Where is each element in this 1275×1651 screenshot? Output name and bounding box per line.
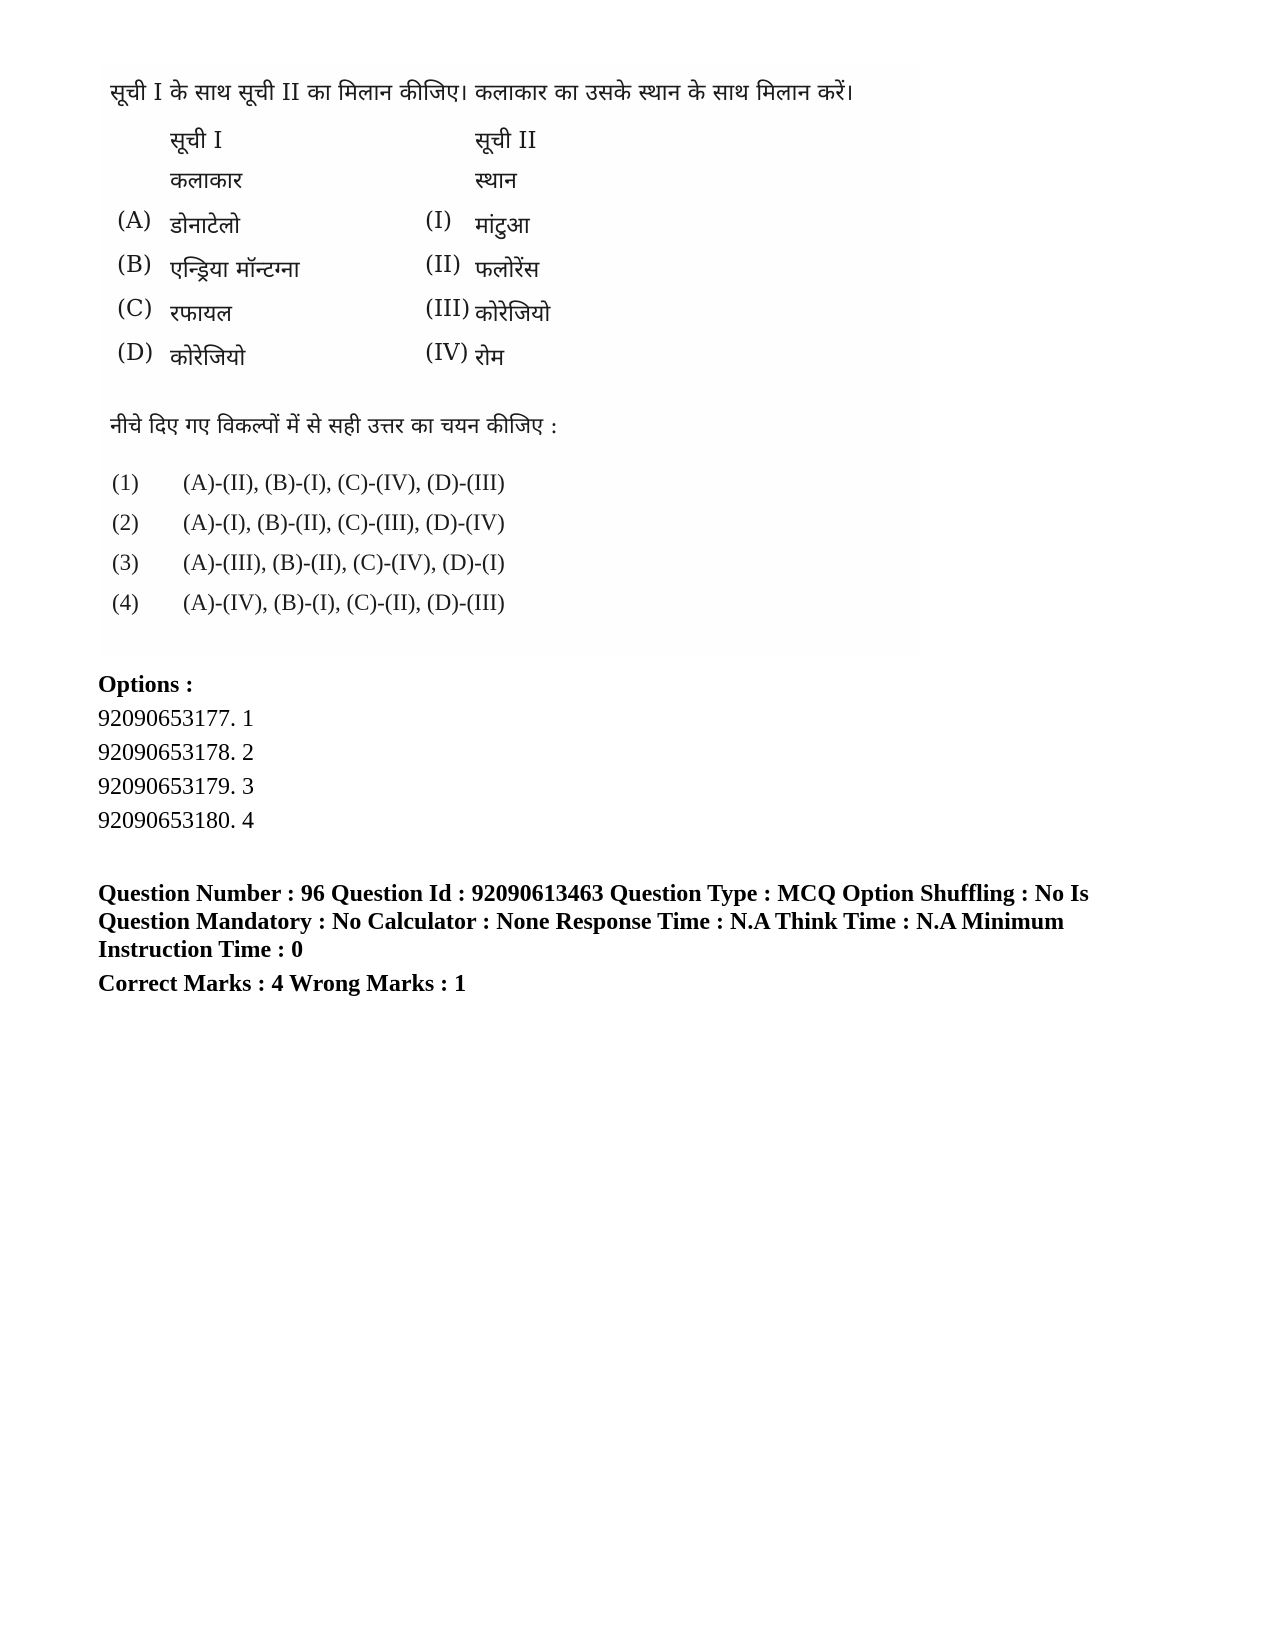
- list2-label: (III): [425, 296, 471, 322]
- list1-title: सूची I: [170, 128, 223, 154]
- question-image: [100, 65, 920, 655]
- list2-subtitle: स्थान: [475, 168, 517, 194]
- list1-item: डोनाटेलो: [170, 213, 241, 239]
- question-intro: सूची I के साथ सूची II का मिलान कीजिए। कलाकार का उसके स्थान के साथ मिलान करें।: [110, 80, 854, 106]
- question-meta: [98, 880, 1158, 998]
- marks-line: Correct Marks : 4 Wrong Marks : 1: [98, 971, 467, 997]
- list2-item: रोम: [475, 345, 505, 371]
- list1-label: (B): [117, 252, 152, 278]
- list2-title: सूची II: [475, 128, 537, 154]
- option-item: 92090653179. 3: [98, 774, 254, 800]
- answer-number: (4): [112, 590, 139, 615]
- question-meta-details: Question Number : 96 Question Id : 92090613463 Question Type : MCQ Option Shuffling : No Is Question Mandatory : No Calculator : None Response Time : N.A Think Time : N.A Minimum Instruction Time : 0: [98, 881, 1089, 963]
- answer-text: (A)-(II), (B)-(I), (C)-(IV), (D)-(III): [183, 470, 505, 495]
- option-item: 92090653177. 1: [98, 706, 254, 732]
- answer-text: (A)-(III), (B)-(II), (C)-(IV), (D)-(I): [183, 550, 505, 575]
- list2-item: कोरेजियो: [475, 301, 551, 327]
- answer-text: (A)-(I), (B)-(II), (C)-(III), (D)-(IV): [183, 510, 505, 535]
- answer-number: (3): [112, 550, 139, 575]
- answer-number: (1): [112, 470, 139, 495]
- list2-label: (IV): [425, 340, 469, 366]
- answer-text: (A)-(IV), (B)-(I), (C)-(II), (D)-(III): [183, 590, 505, 615]
- list2-label: (I): [425, 208, 453, 234]
- answer-number: (2): [112, 510, 139, 535]
- options-list: [98, 668, 254, 838]
- option-item: 92090653180. 4: [98, 808, 254, 834]
- list1-label: (C): [117, 296, 153, 322]
- list1-label: (A): [117, 208, 152, 234]
- list1-item: कोरेजियो: [170, 345, 246, 371]
- list2-item: मांटुआ: [475, 213, 530, 239]
- options-title: Options :: [98, 672, 194, 698]
- choose-prompt: नीचे दिए गए विकल्पों में से सही उत्तर का चयन कीजिए :: [110, 414, 558, 439]
- option-item: 92090653178. 2: [98, 740, 254, 766]
- list1-item: रफायल: [170, 301, 233, 327]
- list2-label: (II): [425, 252, 462, 278]
- list2-item: फलोरेंस: [475, 257, 540, 283]
- list1-item: एन्ड्रिया मॉन्टग्ना: [170, 257, 300, 283]
- list1-label: (D): [117, 340, 154, 366]
- list1-subtitle: कलाकार: [170, 168, 243, 194]
